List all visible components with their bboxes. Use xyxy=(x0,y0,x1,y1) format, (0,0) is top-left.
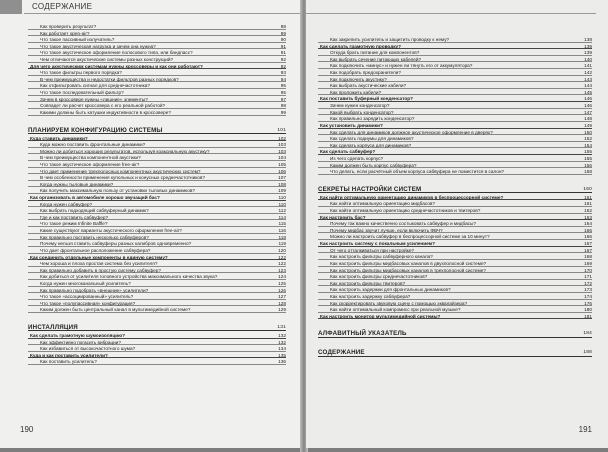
entry-page-number: 173 xyxy=(584,287,592,293)
entry-page-number: 135 xyxy=(278,352,286,358)
toc-entry xyxy=(28,155,286,162)
entry-page-number: 146 xyxy=(584,96,592,102)
entry-page-number: 122 xyxy=(278,261,286,267)
entry-title: Можно ли настроить сабвуфер в беспроцессорной системе за 10 минут? xyxy=(330,234,490,240)
toc-entry xyxy=(28,31,286,38)
entry-page-number: 163 xyxy=(584,214,592,220)
entry-title: Как подобрать предохранители? xyxy=(330,70,401,76)
page-number: 191 xyxy=(578,425,592,434)
toc-entry xyxy=(318,116,592,123)
toc-entry xyxy=(28,228,286,235)
entry-page-number: 143 xyxy=(584,76,592,82)
toc-entry xyxy=(28,90,286,97)
entry-page-number: 161 xyxy=(584,194,592,200)
toc-entry xyxy=(318,110,592,117)
entry-page-number: 105 xyxy=(278,161,286,167)
entry-title: Как подключить акустику? xyxy=(330,76,387,82)
entry-title: Куда и как поставить усилители? xyxy=(30,352,108,358)
entry-page-number: 155 xyxy=(584,149,592,155)
toc-entry xyxy=(318,169,592,176)
toc-entry xyxy=(28,281,286,288)
entry-title: Что такое «ассоциированный» усилитель? xyxy=(40,294,134,300)
toc-entry xyxy=(318,254,592,261)
entry-page-number: 166 xyxy=(584,234,592,240)
entry-title: Как организовать в автомобиле хорошо звучащий бас? xyxy=(30,195,160,201)
entry-page-number: 165 xyxy=(584,227,592,233)
entry-title: Из чего сделать корпус? xyxy=(330,155,384,161)
entry-page-number: 128 xyxy=(278,300,286,306)
entry-page-number: 95 xyxy=(280,90,286,96)
toc-heading xyxy=(318,149,592,156)
entry-title: Какой выбрать конденсатор? xyxy=(330,109,394,115)
entry-page-number: 93 xyxy=(280,70,286,76)
toc-heading xyxy=(318,96,592,103)
entry-page-number: 146 xyxy=(584,103,592,109)
entry-title: Что такое «полупассивная» конфигурация? xyxy=(40,300,136,306)
toc-heading xyxy=(28,255,286,262)
entry-page-number: 132 xyxy=(278,339,286,345)
toc-entry xyxy=(28,301,286,308)
section-spacer xyxy=(318,339,592,348)
toc-entry xyxy=(318,63,592,70)
toc-entry xyxy=(318,156,592,163)
entry-title: Как сделать для динамиков должное акустическое оформление в дверях? xyxy=(330,129,493,135)
toc-entry xyxy=(318,261,592,268)
entry-title: Как выбрать сечение питающих кабелей? xyxy=(330,56,422,62)
entry-page-number: 145 xyxy=(584,89,592,95)
entry-title: Как поставить буферный конденсатор? xyxy=(320,96,413,102)
entry-page-number: 139 xyxy=(584,43,592,49)
entry-page-number: 115 xyxy=(278,221,286,227)
entry-page-number: 147 xyxy=(584,109,592,115)
entry-page-number: 161 xyxy=(584,201,592,207)
toc-entry xyxy=(28,50,286,57)
entry-title: АЛФАВИТНЫЙ УКАЗАТЕЛЬ xyxy=(318,330,407,338)
toc-entry xyxy=(318,130,592,137)
entry-page-number: 91 xyxy=(280,50,286,56)
section-spacer xyxy=(28,314,286,323)
entry-title: Как найти оптимальную ориентацию мидбасов? xyxy=(330,201,435,207)
toc-entry xyxy=(318,301,592,308)
toc-entry xyxy=(318,143,592,150)
toc-entry xyxy=(28,346,286,353)
entry-title: Что дает применение трехполосных компонентных акустических систем? xyxy=(40,168,201,174)
toc-entry xyxy=(28,37,286,44)
entry-page-number: 110 xyxy=(278,201,286,207)
entry-title: Как правильно подобрать «внешние» усилители? xyxy=(40,287,149,293)
toc-entry xyxy=(28,103,286,110)
toc-entry xyxy=(318,77,592,84)
entry-title: Как правильно добавить в простую систему сабвуфер? xyxy=(40,267,161,273)
toc-entry xyxy=(28,221,286,228)
entry-title: Как сделать сабвуфер? xyxy=(320,149,376,155)
entry-title: СЕКРЕТЫ НАСТРОЙКИ СИСТЕМ xyxy=(318,185,422,193)
entry-page-number: 155 xyxy=(584,155,592,161)
toc-entry xyxy=(318,274,592,281)
entry-title: Что такое акустическое оформление полосового типа, или бандпасс? xyxy=(40,50,193,56)
entry-page-number: 162 xyxy=(584,208,592,214)
toc-entry xyxy=(318,83,592,90)
entry-title: Какими должны быть катушки индуктивности в кроссовере? xyxy=(40,109,171,115)
entry-page-number: 134 xyxy=(278,346,286,352)
entry-page-number: 123 xyxy=(278,267,286,273)
toc-section xyxy=(318,348,592,358)
entry-title: В чем преимущества и недостатки фильтров разных порядков? xyxy=(40,76,179,82)
entry-page-number: 124 xyxy=(278,274,286,280)
entry-page-number: 122 xyxy=(278,254,286,260)
entry-title: Как настроить фильтры среднечастотников? xyxy=(330,274,428,280)
entry-page-number: 104 xyxy=(278,155,286,161)
entry-title: Как подключить «минус» и нужен ли тянуть его от аккумулятора? xyxy=(330,63,473,69)
toc-entry xyxy=(28,162,286,169)
entry-page-number: 144 xyxy=(584,83,592,89)
toc-entry xyxy=(28,268,286,275)
toc-entry xyxy=(318,103,592,110)
toc-entry xyxy=(28,70,286,77)
toc-entry xyxy=(318,228,592,235)
entry-page-number: 88 xyxy=(280,24,286,29)
toc-entry xyxy=(28,188,286,195)
entry-title: Каким должен быть центральный канал в мультимедийной системе? xyxy=(40,307,191,313)
entry-page-number: 109 xyxy=(278,188,286,194)
entry-title: Как проложить кабели? xyxy=(330,89,382,95)
entry-title: Когда нужны тыловые динамики? xyxy=(40,181,114,187)
entry-title: Почему нельзя ставить сабвуферы разных калибров одновременно? xyxy=(40,241,192,247)
entry-title: Как настроить фильтры мидбасовых каналов в двухполосной системе? xyxy=(330,260,487,266)
toc-entry xyxy=(28,261,286,268)
entry-title: Как найти оптимальную ориентацию среднечастотников и твитеров? xyxy=(330,208,481,214)
entry-page-number: 89 xyxy=(280,30,286,36)
entry-title: В чем особенности применения купольных и конусных среднечастотников? xyxy=(40,175,205,181)
entry-page-number: 167 xyxy=(584,247,592,253)
entry-title: Какие существуют варианты акустического оформления free-air? xyxy=(40,228,182,234)
toc-entry xyxy=(28,235,286,242)
toc-entry xyxy=(28,248,286,255)
entry-title: Чем отличаются акустические системы разных конструкций? xyxy=(40,57,174,63)
entry-title: Как установить динамики? xyxy=(320,122,383,128)
toc-entry xyxy=(318,287,592,294)
entry-page-number: 129 xyxy=(278,307,286,313)
entry-title: Как закрепить усилитель и защитить проводку к нему? xyxy=(330,37,450,42)
toc-section xyxy=(318,185,592,195)
entry-page-number: 97 xyxy=(280,96,286,102)
entry-title: ИНСТАЛЛЯЦИЯ xyxy=(28,323,78,331)
toc-entry xyxy=(28,77,286,84)
toc-entry xyxy=(28,44,286,51)
header-marker xyxy=(0,0,22,14)
entry-title: Как получить максимальную пользу от установки тыловых динамиков? xyxy=(40,188,195,194)
entry-title: Как найти оптимальную ориентацию динамиков в беспроцессорной системе? xyxy=(320,194,504,200)
entry-page-number: 108 xyxy=(278,181,286,187)
entry-page-number: 103 xyxy=(278,148,286,154)
toc-entry xyxy=(28,215,286,222)
entry-title: Как скорректировать звуковую сцену с помощью эквалайзера? xyxy=(330,300,468,306)
toc-section xyxy=(28,323,286,333)
left-page xyxy=(0,0,302,448)
toc-entry xyxy=(28,169,286,176)
toc-entry xyxy=(28,142,286,149)
entry-title: СОДЕРЖАНИЕ xyxy=(318,349,365,357)
entry-title: Как настроить фильтры мидбасовых каналов в трехполосной системе? xyxy=(330,267,486,273)
running-header: СОДЕРЖАНИЕ xyxy=(32,2,93,11)
entry-page-number: 102 xyxy=(278,135,286,141)
entry-title: Когда нужен многоканальный усилитель? xyxy=(40,280,131,286)
entry-page-number: 99 xyxy=(280,109,286,115)
header-rule xyxy=(306,13,596,14)
toc-entry xyxy=(318,70,592,77)
entry-page-number: 90 xyxy=(280,37,286,43)
entry-title: Совпадет ли расчет кроссовера с его реальной работой? xyxy=(40,103,166,109)
entry-page-number: 110 xyxy=(278,195,286,201)
toc-section xyxy=(318,329,592,339)
entry-page-number: 168 xyxy=(584,254,592,260)
entry-title: Каким должен быть корпус сабвуфера? xyxy=(330,162,417,168)
entry-page-number: 92 xyxy=(280,57,286,63)
entry-page-number: 156 xyxy=(584,162,592,168)
page-number: 190 xyxy=(20,425,34,434)
entry-title: Что делать, если расчётный объем корпуса сабвуфера не поместится в салон? xyxy=(330,169,505,175)
entry-title: Как настроить задержки для фронтальных динамиков? xyxy=(330,287,451,293)
toc-entry xyxy=(28,182,286,189)
toc-entry xyxy=(318,37,592,44)
entry-page-number: 116 xyxy=(278,228,286,234)
section-spacer xyxy=(28,117,286,126)
toc-entry xyxy=(28,149,286,156)
entry-page-number: 181 xyxy=(584,313,592,319)
toc-entry xyxy=(318,248,592,255)
entry-title: Как соединить отдельные компоненты в единую систему? xyxy=(30,254,168,260)
toc-entry xyxy=(28,359,286,366)
entry-title: Как избавиться от высокочастотного шума? xyxy=(40,346,136,352)
toc-entry xyxy=(318,234,592,241)
toc-heading xyxy=(28,353,286,360)
entry-title: Как поставить усилитель? xyxy=(40,359,97,365)
entry-title: Что такое акустическая нагрузка и зачем она нужна? xyxy=(40,43,156,49)
entry-page-number: 170 xyxy=(584,267,592,273)
entry-page-number: 160 xyxy=(583,186,592,192)
entry-page-number: 149 xyxy=(584,122,592,128)
entry-title: Можно ли добиться хороших результатов, используя коаксиальную акустику? xyxy=(40,148,210,154)
toc-entry xyxy=(28,24,286,31)
toc-entry xyxy=(318,50,592,57)
entry-page-number: 95 xyxy=(280,83,286,89)
entry-title: Как правильно поставить несколько сабвуферов? xyxy=(40,234,149,240)
entry-title: Почему мидбас звучит лучше, если включить ФВЧ? xyxy=(330,227,443,233)
toc-heading xyxy=(28,195,286,202)
entry-title: Чем хороша и плоха простая система без усилителя? xyxy=(40,261,158,267)
toc-entry xyxy=(28,97,286,104)
entry-page-number: 158 xyxy=(584,169,592,175)
toc-heading xyxy=(318,215,592,222)
entry-title: Откуда брать питание для компонентов? xyxy=(330,50,420,56)
entry-page-number: 103 xyxy=(278,142,286,148)
entry-page-number: 176 xyxy=(584,300,592,306)
toc-entry xyxy=(28,208,286,215)
entry-title: Что дает фронтальное расположение сабвуфера? xyxy=(40,247,151,253)
toc-heading xyxy=(318,44,592,51)
entry-page-number: 91 xyxy=(280,43,286,49)
toc-entry xyxy=(28,175,286,182)
toc-heading xyxy=(318,123,592,130)
entry-page-number: 107 xyxy=(278,175,286,181)
entry-page-number: 188 xyxy=(583,350,592,356)
entry-title: Что такое акустическое оформление free-air? xyxy=(40,161,140,167)
entry-title: Куда можно поставить фронтальные динамики? xyxy=(40,142,146,148)
entry-title: Для чего акустическим системам нужны кроссоверы и как они работают? xyxy=(30,63,203,69)
toc-heading xyxy=(318,195,592,202)
toc-entry xyxy=(28,340,286,347)
right-page xyxy=(306,0,608,448)
section-spacer xyxy=(318,320,592,329)
entry-title: Что такое фильтры первого порядка? xyxy=(40,70,122,76)
entry-page-number: 120 xyxy=(278,247,286,253)
toc-list-right xyxy=(318,37,592,358)
entry-title: ПЛАНИРУЕМ КОНФИГУРАЦИЮ СИСТЕМЫ xyxy=(28,126,163,134)
entry-title: Как выбрать акустические кабели? xyxy=(330,83,407,89)
entry-title: Как сделать грамотную шумоизоляцию? xyxy=(30,332,125,338)
entry-page-number: 148 xyxy=(584,116,592,122)
toc-entry xyxy=(28,288,286,295)
toc-heading xyxy=(318,314,592,321)
entry-page-number: 127 xyxy=(278,294,286,300)
entry-page-number: 98 xyxy=(280,103,286,109)
entry-page-number: 154 xyxy=(584,142,592,148)
entry-title: Как настроить бас? xyxy=(320,214,366,220)
toc-entry xyxy=(28,307,286,314)
entry-title: Как сделать подиумы для динамиков? xyxy=(330,136,414,142)
entry-title: Зачем в кроссовере нужны «лишние» элементы? xyxy=(40,96,148,102)
toc-entry xyxy=(318,221,592,228)
entry-title: Как найти оптимальный компромисс при реальной музыке? xyxy=(330,307,461,313)
entry-title: Как настроить систему с покальным усилением? xyxy=(320,241,435,247)
entry-title: Как правильно зарядить конденсатор? xyxy=(330,116,415,122)
section-spacer xyxy=(318,176,592,185)
entry-page-number: 142 xyxy=(584,70,592,76)
entry-page-number: 172 xyxy=(584,280,592,286)
entry-title: Когда нужен сабвуфер? xyxy=(40,201,93,207)
entry-page-number: 138 xyxy=(584,37,592,42)
toc-entry xyxy=(318,163,592,170)
entry-title: Зачем нужен конденсатор? xyxy=(330,103,390,109)
entry-page-number: 184 xyxy=(583,331,592,337)
entry-title: Как выбрать подходящий сабвуферный динамик? xyxy=(40,208,149,214)
entry-title: Почему так важно качественно состыковать сабвуфер и мидбасы? xyxy=(330,221,476,227)
toc-entry xyxy=(318,136,592,143)
entry-title: Как настроить фильтры твитеров? xyxy=(330,280,406,286)
entry-page-number: 92 xyxy=(280,63,286,69)
entry-page-number: 171 xyxy=(584,274,592,280)
entry-title: Как проверить результат? xyxy=(40,24,97,29)
toc-entry xyxy=(318,281,592,288)
toc-list-left xyxy=(28,24,286,366)
entry-title: Куда ставить динамики? xyxy=(30,135,88,141)
toc-entry xyxy=(28,83,286,90)
entry-title: Где и как поставить сабвуфер? xyxy=(40,214,109,220)
entry-page-number: 101 xyxy=(277,127,286,133)
entry-title: Как настроить фильтры сабвуферного канала? xyxy=(330,254,433,260)
entry-page-number: 126 xyxy=(278,287,286,293)
entry-title: Как сделать грамотную проводку? xyxy=(320,43,402,49)
entry-page-number: 125 xyxy=(278,280,286,286)
entry-page-number: 152 xyxy=(584,136,592,142)
toc-entry xyxy=(318,201,592,208)
entry-title: Как эффективно погасить вибрации? xyxy=(40,339,122,345)
entry-page-number: 131 xyxy=(277,324,286,330)
entry-title: Что такое режим Infinite Baffle? xyxy=(40,221,108,227)
toc-entry xyxy=(318,90,592,97)
entry-title: Как добиться от усилителя головного устройства максимального качества звука? xyxy=(40,274,218,280)
toc-heading xyxy=(318,241,592,248)
entry-title: Как сделать корпуса для динамиков? xyxy=(330,142,412,148)
entry-page-number: 174 xyxy=(584,293,592,299)
entry-page-number: 112 xyxy=(278,208,286,214)
entry-title: Как настроить задержку сабвуфера? xyxy=(330,293,411,299)
toc-heading xyxy=(28,64,286,71)
toc-entry xyxy=(318,57,592,64)
toc-entry xyxy=(28,110,286,117)
entry-page-number: 119 xyxy=(278,241,286,247)
entry-title: Как работает open-air? xyxy=(40,30,90,36)
entry-page-number: 118 xyxy=(278,234,286,240)
entry-page-number: 140 xyxy=(584,56,592,62)
entry-page-number: 139 xyxy=(584,50,592,56)
entry-title: В чем преимущества компонентной акустики? xyxy=(40,155,141,161)
entry-page-number: 169 xyxy=(584,260,592,266)
entry-page-number: 164 xyxy=(584,221,592,227)
entry-page-number: 141 xyxy=(584,63,592,69)
toc-entry xyxy=(318,208,592,215)
entry-title: Что такое пассивный излучатель? xyxy=(40,37,115,43)
toc-heading xyxy=(28,333,286,340)
toc-entry xyxy=(28,57,286,64)
entry-page-number: 114 xyxy=(278,214,286,220)
toc-entry xyxy=(28,274,286,281)
entry-title: Как отфильтровать сигнал для среднечастотника? xyxy=(40,83,150,89)
toc-section xyxy=(28,126,286,136)
header-rule xyxy=(24,13,302,14)
toc-entry xyxy=(318,307,592,314)
entry-page-number: 94 xyxy=(280,76,286,82)
toc-entry xyxy=(28,241,286,248)
entry-title: От чего отталкиваться при настройке? xyxy=(330,247,415,253)
entry-title: Как настроить монитор мультимедийной системы? xyxy=(320,313,441,319)
toc-entry xyxy=(28,202,286,209)
entry-page-number: 150 xyxy=(584,129,592,135)
entry-page-number: 136 xyxy=(278,359,286,365)
entry-page-number: 132 xyxy=(278,332,286,338)
toc-entry xyxy=(318,294,592,301)
toc-heading xyxy=(28,136,286,143)
entry-title: Что такое последовательный фильтр? xyxy=(40,90,124,96)
entry-page-number: 106 xyxy=(278,168,286,174)
entry-page-number: 180 xyxy=(584,307,592,313)
entry-page-number: 167 xyxy=(584,241,592,247)
toc-entry xyxy=(318,268,592,275)
toc-entry xyxy=(28,294,286,301)
